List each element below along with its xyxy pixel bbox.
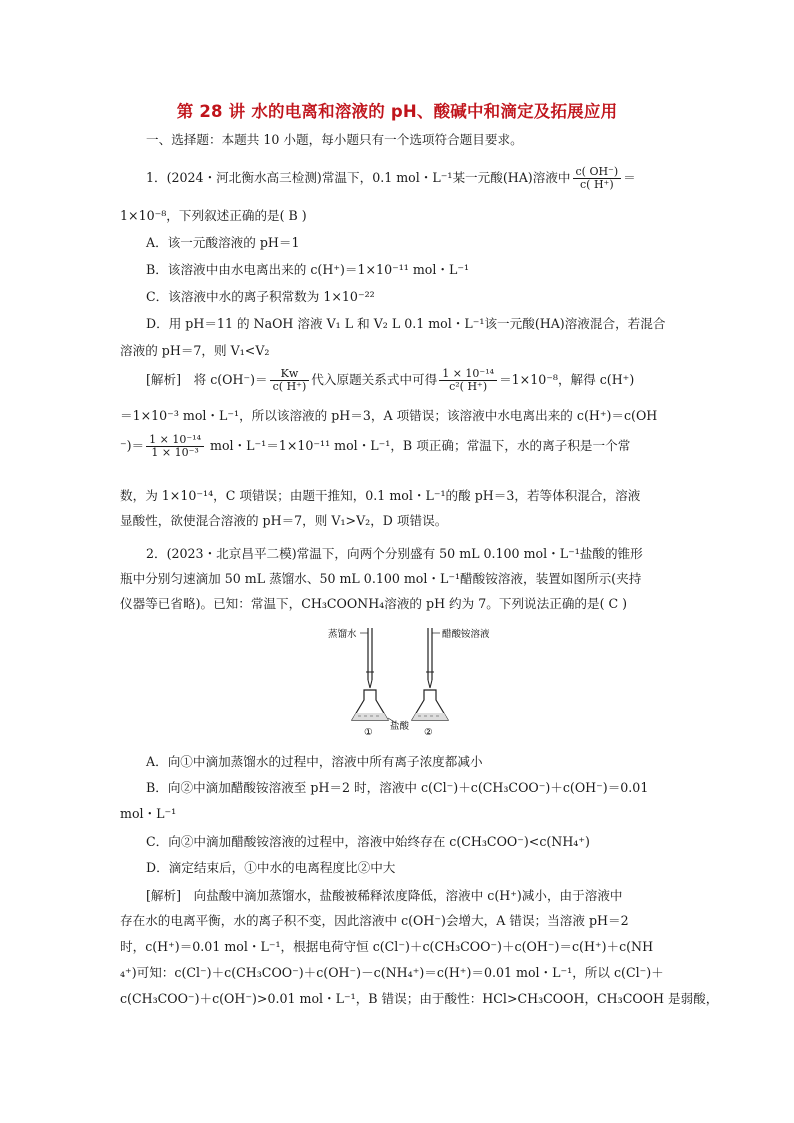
q1-ratio-fraction: $\frac{c( OH^-)}{c( H^+)}$ bbox=[573, 166, 622, 191]
q2-option-c: C．向②中滴加醋酸铵溶液的过程中，溶液中始终存在 c(CH₃COO⁻)<c(NH₄⁺) bbox=[146, 834, 590, 849]
q1-explanation-line2: ＝1×10⁻³ mol・L⁻¹，所以该溶液的 pH＝3，A 项错误；该溶液中水电离出来的 c(H⁺)＝c(OH bbox=[120, 408, 658, 423]
label-flask-2: ② bbox=[424, 727, 433, 738]
q1-option-d-line1: D．用 pH＝11 的 NaOH 溶液 V₁ L 和 V₂ L 0.1 mol・L⁻¹该一元酸(HA)溶液混合，若混合 bbox=[146, 316, 666, 331]
label-ammonium-acetate: 醋酸铵溶液 bbox=[442, 629, 490, 640]
q2-explanation-line3: 时，c(H⁺)＝0.01 mol・L⁻¹，根据电荷守恒 c(Cl⁻)＋c(CH₃COO⁻)＋c(OH⁻)＝c(H⁺)＋c(NH bbox=[120, 939, 654, 954]
section-heading: 一、选择题：本题共 10 小题，每小题只有一个选项符合题目要求。 bbox=[146, 132, 523, 147]
q2-stem-line2: 瓶中分别匀速滴加 50 mL 蒸馏水、50 mL 0.100 mol・L⁻¹醋酸铵溶液，装置如图所示(夹持 bbox=[120, 571, 642, 586]
q2-option-b-line2: mol・L⁻¹ bbox=[120, 806, 177, 821]
apparatus-svg bbox=[300, 620, 500, 740]
q1-substituted-fraction: $\frac{\text{1 × 10⁻¹⁴}}{\text{c²( H⁺)}}$ bbox=[439, 368, 497, 393]
q2-stem-line1: 2．(2023・北京昌平二模)常温下，向两个分别盛有 50 mL 0.100 mol・L⁻¹盐酸的锥形 bbox=[146, 546, 643, 561]
label-distilled-water: 蒸馏水 bbox=[328, 629, 357, 640]
q2-explanation-line1: [解析] 向盐酸中滴加蒸馏水，盐酸被稀释浓度降低，溶液中 c(H⁺)减小，由于溶液中 bbox=[146, 888, 623, 903]
q1-explanation-line3: ⁻)＝ $\frac{\text{1 × 10⁻¹⁴}}{\text{1 × 10⁻³}}$ mol・L⁻¹＝1×10⁻¹¹ mol・L⁻¹，B 项正确；常温下，水的离子积是一个常 bbox=[120, 433, 631, 459]
right-flask-liquid bbox=[412, 713, 448, 720]
q1-water-ion-fraction: $\frac{\text{1 × 10⁻¹⁴}}{\text{1 × 10⁻³}}$ bbox=[146, 434, 204, 459]
page-title: 第 28 讲 水的电离和溶液的 pH、酸碱中和滴定及拓展应用 bbox=[176, 102, 618, 121]
q1-option-c: C．该溶液中水的离子积常数为 1×10⁻²² bbox=[146, 289, 375, 304]
titration-apparatus-figure bbox=[300, 620, 500, 740]
q2-explanation-line5: c(CH₃COO⁻)＋c(OH⁻)>0.01 mol・L⁻¹，B 错误；由于酸性：HCl>CH₃COOH，CH₃COOH 是弱酸， bbox=[120, 991, 719, 1006]
q2-option-d: D．滴定结束后，①中水的电离程度比②中大 bbox=[146, 860, 396, 875]
q1-option-a: A．该一元酸溶液的 pH＝1 bbox=[146, 235, 300, 250]
q2-explanation-line2: 存在水的电离平衡，水的离子积不变，因此溶液中 c(OH⁻)会增大，A 错误；当溶液 pH＝2 bbox=[120, 913, 629, 928]
q2-stem-line3: 仪器等已省略)。已知：常温下，CH₃COONH₄溶液的 pH 约为 7。下列说法正确的是( C ) bbox=[120, 596, 628, 611]
q1-option-b: B．该溶液中由水电离出来的 c(H⁺)＝1×10⁻¹¹ mol・L⁻¹ bbox=[146, 262, 470, 277]
q1-option-d-line2: 溶液的 pH＝7，则 V₁<V₂ bbox=[120, 343, 270, 358]
q1-stem-line2: 1×10⁻⁸，下列叙述正确的是( B ) bbox=[120, 208, 307, 223]
q2-option-a: A．向①中滴加蒸馏水的过程中，溶液中所有离子浓度都减小 bbox=[146, 754, 483, 769]
label-hydrochloric-acid: 盐酸 bbox=[390, 721, 410, 732]
q1-explanation-line5: 显酸性，欲使混合溶液的 pH＝7，则 V₁>V₂，D 项错误。 bbox=[120, 513, 448, 528]
left-flask-liquid bbox=[352, 713, 388, 720]
q1-kw-fraction: $\frac{Kw}{c( H^+)}$ bbox=[270, 368, 310, 393]
q1-stem-line1: 1．(2024・河北衡水高三检测)常温下，0.1 mol・L⁻¹某一元酸(HA)溶液中 $\frac{c( OH^-)}{c( H^+)}$ ＝ bbox=[146, 165, 636, 191]
q2-explanation-line4: ₄⁺)可知：c(Cl⁻)＋c(CH₃COO⁻)＋c(OH⁻)－c(NH₄⁺)＝c(H⁺)＝0.01 mol・L⁻¹，所以 c(Cl⁻)＋ bbox=[120, 965, 664, 980]
q1-explanation-line4: 数，为 1×10⁻¹⁴，C 项错误；由题干推知，0.1 mol・L⁻¹的酸 pH＝3，若等体积混合，溶液 bbox=[120, 488, 641, 503]
label-flask-1: ① bbox=[364, 727, 373, 738]
q2-option-b-line1: B．向②中滴加醋酸铵溶液至 pH＝2 时，溶液中 c(Cl⁻)＋c(CH₃COO⁻)＋c(OH⁻)＝0.01 bbox=[146, 780, 649, 795]
q1-explanation-line1: [解析] 将 c(OH⁻)＝ $\frac{Kw}{c( H^+)}$ 代入原题关系式中可得 $\frac{\text{1 × 10⁻¹⁴}}{\text{c²( H⁺)}}$ ＝1×10⁻⁸，解得 c(H⁺) bbox=[146, 367, 635, 393]
